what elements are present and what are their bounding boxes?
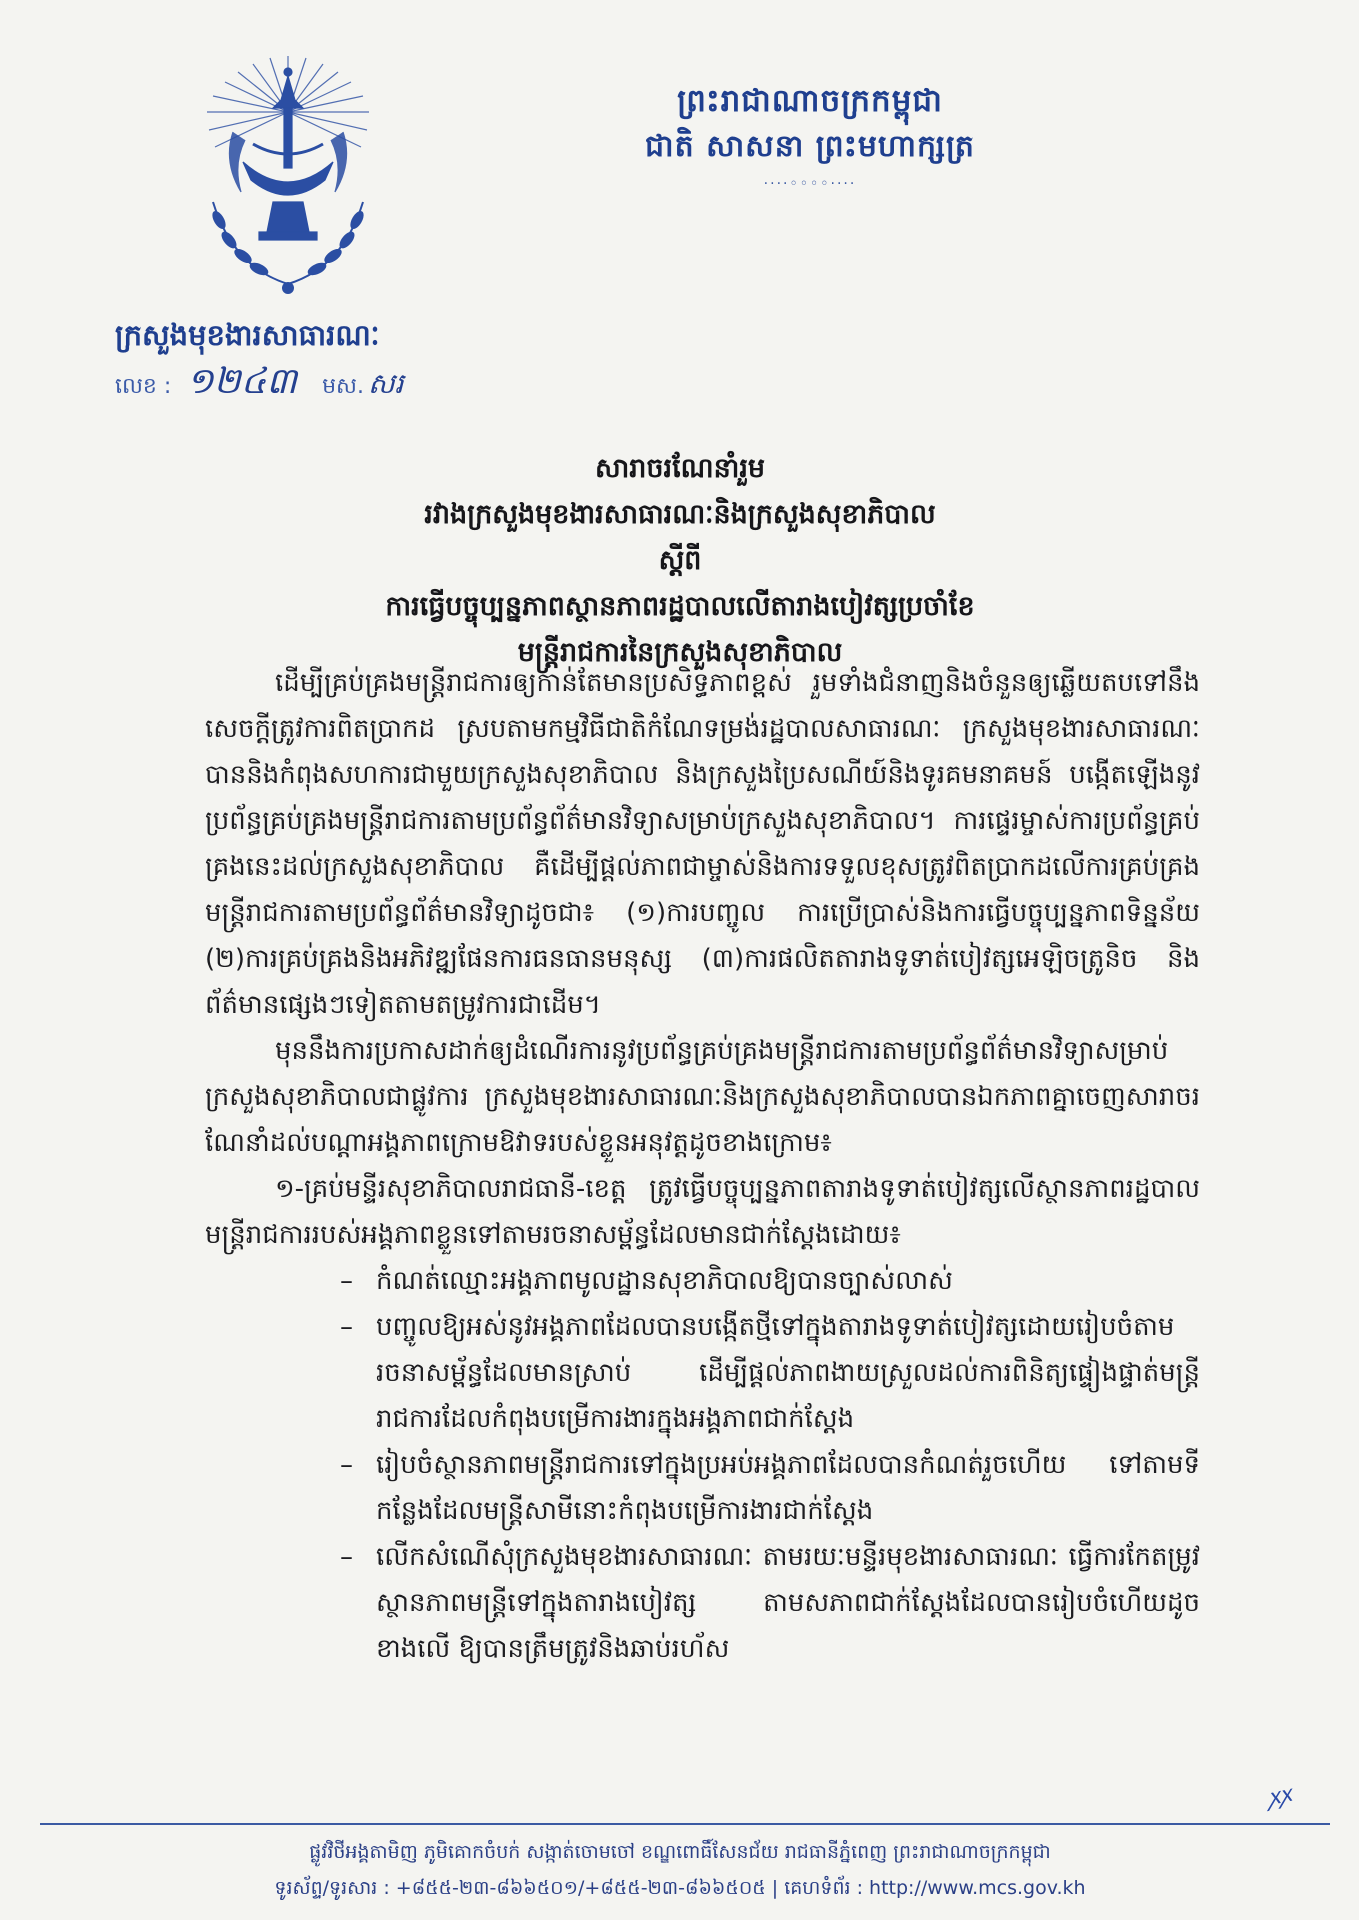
footer-divider [40, 1823, 1330, 1825]
document-body [205, 660, 1200, 1672]
title-line-2: រវាងក្រសួងមុខងារសាធារណៈនិងក្រសួងសុខាភិបាល [424, 499, 936, 530]
footer-contact: ទូរស័ព្ទ/ទូរសារ : +៨៥៥-២៣-៨៦៦៥០១/+៨៥៥-២៣-៨៦៦៥០៥ | គេហទំព័រ : http://www.mcs.gov.kh [274, 1877, 1086, 1899]
ref-label: លេខ : [115, 374, 172, 399]
title-line-5: មន្ត្រីរាជការនៃក្រសួងសុខាភិបាល [517, 637, 843, 668]
bullet-text: បញ្ចូលឱ្យអស់នូវអង្គភាពដែលបានបង្កើតថ្មីទៅក្នុងតារាងទូទាត់បៀវត្សដោយរៀបចំតាមរចនាសម្ព័ន្ធដែលមានស្រាប់ ដើម្បីផ្តល់ភាពងាយស្រួលដល់ការពិនិត្យផ្ទៀងផ្ទាត់មន្ត្រីរាជការដែលកំពុងបម្រើការងារក្នុងអង្គភាពជាក់ស្តែង [376, 1312, 1200, 1434]
list-item [340, 1304, 1200, 1442]
title-line-1: សារាចរណែនាំរួម [594, 453, 766, 484]
title-line-4: ការធ្វើបច្ចុប្បន្នភាពស្ថានភាពរដ្ឋបាលលើតារាងបៀវត្សប្រចាំខែ [385, 591, 975, 622]
ornament-divider: ····◦◦◦◦···· [763, 176, 857, 192]
list-item [340, 1534, 1200, 1672]
footer-address: ផ្លូវវិថីអង្គតាមិញ ភូមិគោកចំបក់ សង្កាត់ចោមចៅ ខណ្ឌពោធិ៍សែនជ័យ រាជធានីភ្នំពេញ ព្រះរាជាណាចក្រកម្ពុជា [309, 1841, 1051, 1863]
ref-code: សរ [367, 367, 404, 400]
list-item [340, 1442, 1200, 1534]
handwritten-initials: ꭗꭗ [1265, 1781, 1294, 1812]
reference-number [115, 362, 404, 407]
dash-marker: – [340, 1312, 353, 1342]
paragraph-2: មុននឹងការប្រកាសដាក់ឲ្យដំណើរការនូវប្រព័ន្ធគ្រប់គ្រងមន្ត្រីរាជការតាមប្រព័ន្ធព័ត៌មានវិទ្យាសម្រាប់ក្រសួងសុខាភិបាលជាផ្លូវការ ក្រសួងមុខងារសាធារណៈនិងក្រសួងសុខាភិបាលបានឯកភាពគ្នាចេញសារាចរណែនាំដល់បណ្តាអង្គភាពក្រោមឱវាទរបស់ខ្លួនអនុវត្តដូចខាងក្រោម៖ [205, 1036, 1200, 1158]
bullet-list [205, 1258, 1200, 1672]
footer [100, 1834, 1260, 1906]
ministry-name: ក្រសួងមុខងារសាធារណៈ [115, 318, 380, 352]
dash-marker: – [340, 1266, 353, 1296]
bullet-text: រៀបចំស្ថានភាពមន្ត្រីរាជការទៅក្នុងប្រអប់អង្គភាពដែលបានកំណត់រួចហើយ ទៅតាមទីកន្លែងដែលមន្ត្រីសាមីនោះកំពុងបម្រើការងារជាក់ស្តែង [376, 1450, 1200, 1526]
document-title [150, 446, 1210, 676]
national-motto [560, 78, 1060, 192]
kingdom-name: ព្រះរាជាណាចក្រកម្ពុជា [677, 83, 943, 119]
dash-marker: – [340, 1542, 353, 1572]
item-1: ១-គ្រប់មន្ទីរសុខាភិបាលរាជធានី-ខេត្ត ត្រូវធ្វើបច្ចុប្បន្នភាពតារាងទូទាត់បៀវត្សលើស្ថានភាពរដ្ឋបាលមន្ត្រីរាជការរបស់អង្គភាពខ្លួនទៅតាមរចនាសម្ព័ន្ធដែលមានជាក់ស្តែងដោយ៖ [205, 1174, 1200, 1250]
bullet-text: កំណត់ឈ្មោះអង្គភាពមូលដ្ឋានសុខាភិបាលឱ្យបានច្បាស់លាស់ [376, 1266, 953, 1296]
motto-text: ជាតិ សាសនា ព្រះមហាក្សត្រ [645, 129, 975, 164]
royal-emblem-logo [193, 52, 383, 302]
list-item [340, 1258, 1200, 1304]
dash-marker: – [340, 1450, 353, 1480]
paragraph-1: ដើម្បីគ្រប់គ្រងមន្ត្រីរាជការឲ្យកាន់តែមានប្រសិទ្ធភាពខ្ពស់ រួមទាំងជំនាញនិងចំនួនឲ្យឆ្លើយតបទៅនឹងសេចក្តីត្រូវការពិតប្រាកដ ស្របតាមកម្មវិធីជាតិកំណែទម្រង់រដ្ឋបាលសាធារណៈ ក្រសួងមុខងារសាធារណៈបាននិងកំពុងសហការជាមួយក្រសួងសុខាភិបាល និងក្រសួងប្រៃសណីយ៍និងទូរគមនាគមន៍ បង្កើតឡើងនូវប្រព័ន្ធគ្រប់គ្រងមន្ត្រីរាជការតាមប្រព័ន្ធព័ត៌មានវិទ្យាសម្រាប់ក្រសួងសុខាភិបាល។ ការផ្ទេរ​ម្ចាស់ការប្រព័ន្ធគ្រប់គ្រងនេះដល់ក្រសួងសុខាភិបាល គឺដើម្បីផ្តល់ភាពជាម្ចាស់និងការទទួលខុសត្រូវពិតប្រាកដលើការគ្រប់គ្រងមន្ត្រីរាជការតាមប្រព័ន្ធព័ត៌មានវិទ្យាដូចជា៖ (១)ការបញ្ចូល ការប្រើប្រាស់និងការធ្វើបច្ចុប្បន្នភាពទិន្នន័យ (២)ការគ្រប់គ្រងនិងអភិវឌ្ឍផែនការធនធានមនុស្ស (៣)ការផលិតតារាងទូទាត់បៀវត្សអេឡិចត្រូនិច និងព័ត៌មានផ្សេងៗទៀតតាមតម្រូវការជាដើម។ [205, 668, 1200, 1020]
title-line-3: ស្តីពី [658, 545, 702, 576]
ref-number: ១២៤៣ [186, 361, 298, 402]
ref-code-label: មស. [322, 374, 364, 399]
bullet-text: លើកសំណើសុំក្រសួងមុខងារសាធារណៈ តាមរយៈមន្ទីរមុខងារសាធារណៈ ធ្វើការកែតម្រូវស្ថានភាពមន្ត្រីទៅក្នុងតារាងបៀវត្ស តាមសភាពជាក់ស្តែងដែលបានរៀបចំហើយដូចខាងលើ ឱ្យបានត្រឹមត្រូវនិងឆាប់រហ័ស [376, 1542, 1200, 1664]
